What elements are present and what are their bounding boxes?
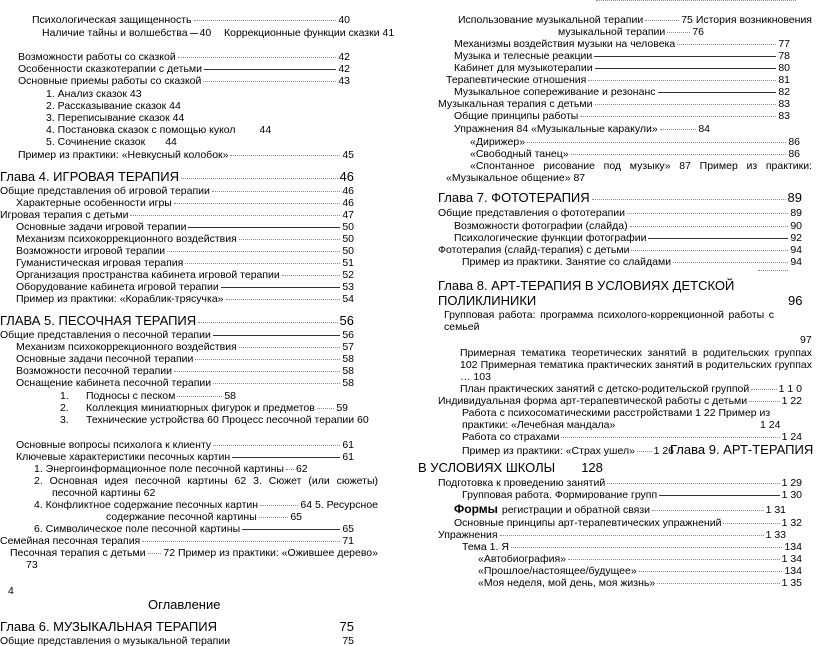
toc-entry-title: Семейная песочная терапия: [0, 535, 141, 547]
toc-entry-page: 1 31: [765, 504, 786, 516]
toc-entry-page: 47: [342, 209, 354, 221]
toc-chapter[interactable]: Глава 9. АРТ-ТЕРАПИЯ: [670, 442, 814, 457]
toc-entry-page: 77: [778, 38, 790, 50]
toc-entry-page: 61: [342, 439, 354, 451]
toc-entry-page: 97: [800, 334, 812, 346]
toc-entry[interactable]: [10, 547, 378, 559]
toc-entry-page: 78: [778, 50, 790, 62]
toc-entry-page: 81: [778, 74, 790, 86]
toc-entry-title: Основные приемы работы со сказкой: [18, 75, 202, 87]
toc-entry[interactable]: [16, 451, 354, 463]
toc-entry[interactable]: [26, 559, 38, 571]
toc-entry[interactable]: [460, 383, 802, 395]
toc-entry[interactable]: [470, 148, 800, 160]
toc-entry[interactable]: 2. Основная идея песочной картины 62 3. Сюжет (или сюжеты) песочной картины 62: [34, 475, 378, 499]
toc-entry-page: 59: [336, 402, 348, 414]
toc-entry-page: 94: [790, 244, 802, 256]
toc-entry[interactable]: [478, 577, 802, 589]
toc-entry-title: Терапевтические отношения: [446, 74, 587, 86]
toc-entry[interactable]: [446, 74, 790, 86]
toc-entry-title: Основные задачи игровой терапии: [16, 221, 187, 233]
right-page: [408, 0, 816, 646]
toc-entry-title: 5. Сочинение сказок: [46, 136, 146, 148]
toc-entry-page: 50: [342, 221, 354, 233]
toc-entry-title: Кабинет для музыкотерапии: [454, 62, 593, 74]
toc-entry[interactable]: [16, 269, 354, 281]
toc-entry[interactable]: [438, 477, 802, 489]
toc-entry-title: Организация пространства кабинета игровой терапии: [16, 269, 280, 281]
toc-entry[interactable]: Примерная тематика теоретических занятий в родительских группах 102 Примерная тематика практических занятий в родительских группах … 103: [460, 347, 812, 383]
toc-entry[interactable]: [18, 63, 350, 75]
toc-entry-number: 2.: [60, 402, 69, 414]
toc-entry[interactable]: [16, 341, 354, 353]
toc-entry-page: 46: [342, 197, 354, 209]
toc-chapter-page: 128: [581, 460, 603, 475]
toc-entry[interactable]: [32, 14, 350, 26]
toc-entry-page: 1 22: [781, 395, 802, 407]
toc-entry-title: Общие представления о музыкальной терапии: [0, 635, 231, 646]
toc-entry-title: План практических занятий с детско-родительской группой: [460, 383, 750, 395]
toc-entry-page: 64 5. Ресурсное: [300, 499, 378, 511]
toc-entry-title: Общие представления о песочной терапии: [0, 329, 211, 341]
toc-entry-title: Работа со страхами: [462, 431, 560, 443]
toc-chapter-page: 89: [787, 190, 802, 205]
toc-entry-page: 61: [342, 451, 354, 463]
toc-entry-title: Возможности игровой терапии: [16, 245, 166, 257]
toc-entry-page: 58: [342, 353, 354, 365]
toc-entry[interactable]: [454, 123, 710, 135]
toc-entry-title: Коррекционные функции сказки 41: [224, 27, 395, 39]
toc-entry[interactable]: «Спонтанное рисование под музыку» 87 Пример из практики: «Музыкальное общение» 87: [446, 160, 812, 184]
toc-entry-title: Оборудование кабинета игровой терапии: [16, 281, 219, 293]
toc-entry-title: Основные принципы арт-терапевтических упражнений: [454, 517, 722, 529]
toc-chapter[interactable]: [0, 619, 354, 634]
toc-entry-page: 1 33: [765, 529, 786, 541]
toc-entry-page: 86: [788, 148, 800, 160]
toc-entry-title: «Моя неделя, мой день, моя жизнь»: [478, 577, 656, 589]
toc-entry-title: Наличие тайны и волшебства: [42, 27, 188, 39]
toc-entry-title: Подносы с песком: [86, 390, 176, 402]
toc-entry-title: Пример из практики. Занятие со слайдами: [462, 256, 672, 268]
toc-entry[interactable]: [0, 209, 354, 221]
toc-entry-page: 42: [338, 51, 350, 63]
toc-entry-page: 46: [342, 185, 354, 197]
toc-entry-title: «Автобиография»: [478, 553, 566, 565]
toc-entry-title: Механизмы воздействия музыки на человека: [454, 38, 676, 50]
toc-entry[interactable]: [0, 535, 354, 547]
toc-entry-page: 89: [790, 207, 802, 219]
toc-entry-title: «Свободный танец»: [470, 148, 569, 160]
toc-entry[interactable]: [16, 293, 354, 305]
toc-entry[interactable]: [454, 50, 790, 62]
toc-entry[interactable]: [438, 529, 786, 541]
toc-entry-title: 4. Конфликтное содержание песочных картин: [34, 499, 259, 511]
toc-entry-title: Общие принципы работы: [454, 110, 579, 122]
toc-entry-title: содержание песочной картины: [106, 511, 257, 523]
toc-chapter-title: ГЛАВА 5. ПЕСОЧНАЯ ТЕРАПИЯ: [0, 313, 197, 328]
toc-chapter-title: Глава 6. МУЗЫКАЛЬНАЯ ТЕРАПИЯ: [0, 619, 218, 634]
toc-entry[interactable]: [454, 110, 790, 122]
toc-chapter[interactable]: Глава 8. АРТ-ТЕРАПИЯ В УСЛОВИЯХ ДЕТСКОЙ ПОЛИКЛИНИКИ: [438, 278, 735, 308]
toc-entry-title: Характерные особенности игры: [16, 197, 172, 209]
toc-entry-title-bold: Формы: [454, 502, 498, 516]
toc-entry-page: 40: [199, 27, 212, 39]
toc-entry-page: 51: [342, 257, 354, 269]
toc-entry[interactable]: [18, 51, 350, 63]
toc-entry[interactable]: [46, 112, 184, 124]
toc-entry[interactable]: [224, 27, 394, 39]
toc-entry-page: 84: [698, 123, 710, 135]
toc-entry-page: 1 32: [781, 517, 802, 529]
toc-entry-page: 1 35: [781, 577, 802, 589]
toc-entry-title: 4. Постановка сказок с помощью кукол: [46, 124, 236, 136]
toc-chapter-page: 96: [788, 293, 803, 308]
toc-entry-title: Психологическая защищенность: [32, 14, 192, 26]
toc-entry-title: музыкальной терапии: [558, 26, 666, 38]
toc-entry[interactable]: [46, 124, 271, 136]
toc-entry[interactable]: [462, 541, 802, 553]
toc-entry[interactable]: [454, 62, 790, 74]
toc-entry-title: «Дирижер»: [470, 136, 526, 148]
toc-entry[interactable]: [16, 197, 354, 209]
toc-entry[interactable]: [16, 439, 354, 451]
toc-entry-page: 1 1 0: [778, 383, 802, 395]
toc-entry[interactable]: [0, 635, 354, 646]
toc-entry-page: 44: [165, 136, 177, 148]
toc-entry[interactable]: [454, 38, 790, 50]
toc-entry-page: 53: [342, 281, 354, 293]
toc-entry[interactable]: [454, 503, 786, 516]
toc-entry-title: Музыка и телесные реакции: [454, 50, 593, 62]
toc-entry-title: 1. Энергоинформационное поле песочной картины: [34, 463, 284, 475]
toc-entry-page: 86: [788, 136, 800, 148]
leader-line: [758, 270, 788, 271]
toc-entry[interactable]: [438, 207, 802, 219]
toc-entry-page: 65: [290, 511, 302, 523]
toc-entry-page: 1 24: [781, 431, 802, 443]
toc-entry[interactable]: Технические устройства 60 Процесс песочной терапии 60: [86, 414, 369, 426]
toc-entry[interactable]: [16, 257, 354, 269]
toc-entry-title: Подготовка к проведению занятий: [438, 477, 606, 489]
toc-entry-page: 42: [338, 63, 350, 75]
toc-entry-title: Тема 1. Я: [462, 541, 509, 553]
toc-entry-title: Особенности сказкотерапии с детьми: [18, 63, 203, 75]
toc-entry[interactable]: Групповая работа: программа психолого-коррекционной работы с семьей: [444, 309, 774, 333]
toc-entry-title: Коллекция миниатюрных фигурок и предметов: [86, 402, 315, 414]
toc-entry-title: Психологические функции фотографии: [454, 232, 647, 244]
toc-entry[interactable]: [462, 445, 674, 457]
toc-entry[interactable]: [0, 185, 354, 197]
toc-entry-title: Гуманистическая игровая терапия: [16, 257, 184, 269]
toc-entry-title: 73: [26, 559, 38, 571]
toc-entry[interactable]: [478, 565, 802, 577]
toc-entry[interactable]: [16, 281, 354, 293]
toc-entry-page: 50: [342, 245, 354, 257]
toc-entry-page: 57: [342, 341, 354, 353]
toc-entry-page: 90: [790, 220, 802, 232]
toc-entry-page: 58: [342, 377, 354, 389]
toc-entry-title: регистрации и обратной связи: [501, 504, 651, 516]
toc-entry-page: 40: [338, 14, 350, 26]
toc-entry[interactable]: [46, 88, 142, 100]
toc-entry[interactable]: [18, 149, 354, 161]
toc-entry-page: 75: [342, 635, 354, 646]
toc-entry-page: 58: [342, 365, 354, 377]
toc-entry-page: 1 29: [781, 477, 802, 489]
toc-entry-page: 56: [342, 329, 354, 341]
toc-entry[interactable]: [438, 98, 790, 110]
toc-entry-title: Пример из практики: «Кораблик-трясучка»: [16, 293, 224, 305]
toc-entry-title: Общие представления о фототерапии: [438, 207, 625, 219]
toc-entry-title: Использование музыкальной терапии: [458, 14, 644, 26]
toc-entry[interactable]: [454, 86, 790, 98]
toc-entry-title: 3. Переписывание сказок 44: [46, 112, 185, 124]
toc-entry-title: Пример из практики: «Страх ушел»: [462, 445, 635, 457]
toc-entry[interactable]: [86, 390, 236, 402]
toc-entry-page: 52: [342, 269, 354, 281]
toc-entry-title: Механизм психокоррекционного воздействия: [16, 341, 237, 353]
toc-entry-title: Музыкальная терапия с детьми: [438, 98, 593, 110]
toc-entry-title: Общие представления об игровой терапии: [0, 185, 210, 197]
toc-entry-title: Основные задачи песочной терапии: [16, 353, 194, 365]
toc-entry-title: Упражнения: [438, 529, 498, 541]
toc-entry-number: 1.: [60, 390, 69, 402]
toc-entry-page: 134: [784, 565, 802, 577]
toc-entry-page: 76: [692, 26, 704, 38]
toc-entry-title: Механизм психокоррекционного воздействия: [16, 233, 237, 245]
toc-entry[interactable]: [470, 136, 800, 148]
toc-chapter-page: 56: [339, 313, 354, 328]
toc-entry-page: 62: [295, 463, 308, 475]
toc-entry-page: 134: [784, 541, 802, 553]
toc-chapter-page: 46: [339, 169, 354, 184]
toc-entry-title: Возможности работы со сказкой: [18, 51, 176, 63]
toc-chapter-page: 75: [339, 619, 354, 634]
toc-entry[interactable]: [16, 233, 354, 245]
toc-entry-page: 45: [342, 149, 354, 161]
toc-entry[interactable]: [16, 377, 354, 389]
toc-entry-page: 82: [778, 86, 790, 98]
toc-chapter[interactable]: [0, 313, 354, 328]
toc-chapter-title: Глава 4. ИГРОВАЯ ТЕРАПИЯ: [0, 169, 179, 184]
toc-entry-page: 50: [342, 233, 354, 245]
toc-entry[interactable]: [0, 329, 354, 341]
toc-entry-page: 1 34: [781, 553, 802, 565]
toc-entry[interactable]: [438, 395, 802, 407]
toc-entry-title: 2. Рассказывание сказок 44: [46, 100, 181, 112]
toc-entry-page: 43: [338, 75, 350, 87]
toc-entry[interactable]: [438, 244, 802, 256]
toc-entry[interactable]: [34, 499, 378, 511]
toc-entry-title: Индивидуальная форма арт-терапевтической работы с детьми: [438, 395, 748, 407]
toc-entry-title: Примерная тематика теоретических занятий в родительских группах 102 Примерная тематика практических занятий в родительских группах: [460, 347, 812, 371]
toc-entry[interactable]: [16, 365, 354, 377]
leader-line: [596, 0, 796, 1]
toc-entry-title: 6. Символическое поле песочной картины: [34, 523, 241, 535]
toc-entry-title: 1. Анализ сказок 43: [46, 88, 142, 100]
toc-entry[interactable]: [16, 221, 354, 233]
toc-entry-title: Фототерапия (слайд-терапия) с детьми: [438, 244, 630, 256]
toc-entry-page: 80: [778, 62, 790, 74]
toc-entry-page: 94: [790, 256, 802, 268]
toc-entry[interactable]: [454, 220, 802, 232]
toc-entry-title: Возможности песочной терапии: [16, 365, 173, 377]
toc-entry-title: Ключевые характеристики песочных картин: [16, 451, 231, 463]
toc-entry[interactable]: [16, 245, 354, 257]
toc-entry-title: Упражнения 84 «Музыкальные каракули»: [454, 123, 658, 135]
toc-entry[interactable]: [16, 353, 354, 365]
toc-entry[interactable]: [458, 14, 812, 26]
toc-entry[interactable]: [462, 489, 802, 501]
toc-entry-title: Игровая терапия с детьми: [0, 209, 129, 221]
toc-entry-page: 1 24: [760, 419, 781, 431]
toc-entry[interactable]: [454, 232, 802, 244]
toc-chapter[interactable]: В УСЛОВИЯХ ШКОЛЫ 128: [418, 460, 603, 475]
toc-entry[interactable]: [462, 256, 802, 268]
toc-entry[interactable]: [18, 75, 350, 87]
toc-entry[interactable]: [46, 100, 181, 112]
toc-entry-page: 1 26: [653, 445, 674, 457]
toc-entry-page: 72 Пример из практики: «Ожившее дерево»: [163, 547, 378, 559]
toc-entry[interactable]: [34, 463, 306, 475]
toc-entry-page: 83: [778, 98, 790, 110]
page-number: 4: [8, 585, 14, 597]
toc-entry-page: 65: [342, 523, 354, 535]
toc-entry[interactable]: [454, 517, 802, 529]
toc-entry-title: Музыкальное сопереживание и резонанс: [454, 86, 656, 98]
toc-chapter-title: Глава 7. ФОТОТЕРАПИЯ: [438, 190, 590, 205]
toc-entry-title: Основные вопросы психолога к клиенту: [16, 439, 212, 451]
toc-entry-title: Возможности фотографии (слайда): [454, 220, 628, 232]
toc-entry[interactable]: [558, 26, 704, 38]
toc-entry[interactable]: [42, 27, 212, 39]
toc-entry[interactable]: [34, 523, 354, 535]
toc-entry-title: Песочная терапия с детьми: [10, 547, 146, 559]
toc-chapter[interactable]: [438, 190, 802, 205]
toc-entry-title: Пример из практики: «Невкусный колобок»: [18, 149, 229, 161]
toc-entry-page: 71: [342, 535, 354, 547]
toc-entry-number: 3.: [60, 414, 69, 426]
toc-entry[interactable]: [86, 402, 348, 414]
toc-entry[interactable]: [106, 511, 302, 523]
toc-entry-page: 103: [473, 371, 491, 383]
toc-entry-title: Групповая работа. Формирование групп: [462, 489, 658, 501]
toc-entry-page: 58: [224, 390, 236, 402]
toc-entry[interactable]: [478, 553, 802, 565]
toc-entry-page: 75 История возникновения: [681, 14, 812, 26]
toc-entry-page: 92: [790, 232, 802, 244]
toc-entry-page: 83: [778, 110, 790, 122]
toc-entry-page: 54: [342, 293, 354, 305]
toc-heading: Оглавление: [148, 597, 221, 612]
toc-entry-page: 1 30: [781, 489, 802, 501]
toc-chapter[interactable]: [0, 169, 354, 184]
toc-entry[interactable]: Работа с психосоматическими расстройствами 1 22 Пример из практики: «Лечебная мандала»: [462, 407, 771, 431]
toc-entry-title: Оснащение кабинета песочной терапии: [16, 377, 212, 389]
toc-entry-title: «Прошлое/настоящее/будущее»: [478, 565, 637, 577]
toc-entry-page: 44: [259, 124, 272, 136]
toc-entry[interactable]: [46, 136, 177, 148]
